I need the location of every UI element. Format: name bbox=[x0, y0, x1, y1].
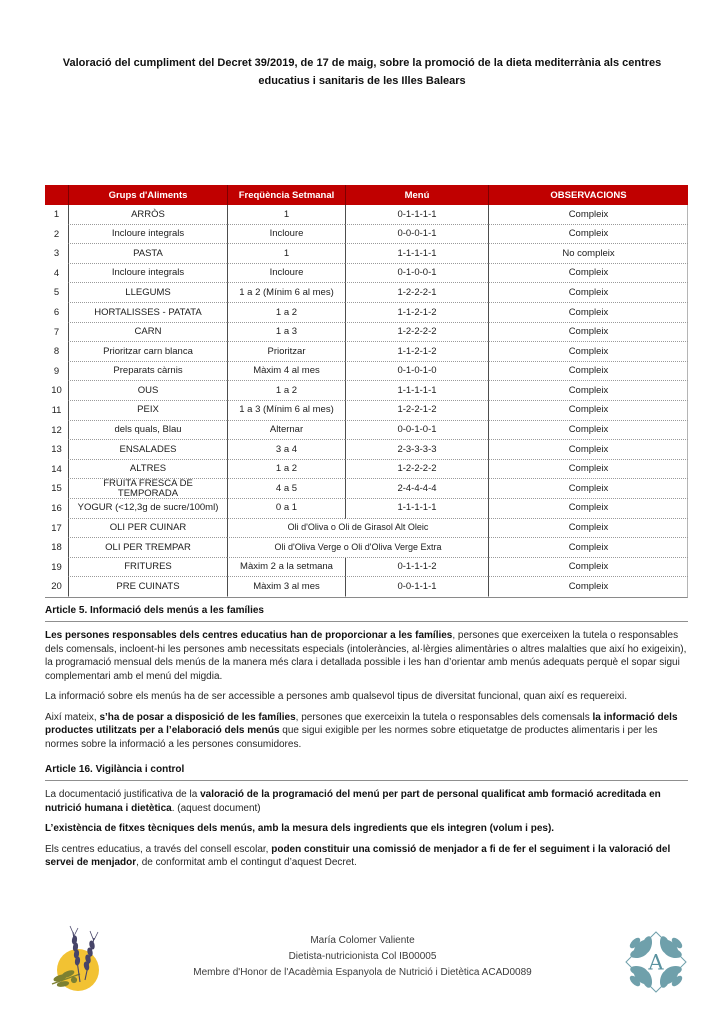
cell-observations: Compleix bbox=[488, 323, 688, 343]
header-cell-groups: Grups d'Aliments bbox=[68, 185, 227, 205]
cell-menu: 0-1-1-1-1 bbox=[345, 205, 488, 225]
cell-frequency: 1 a 3 (Mínim 6 al mes) bbox=[227, 401, 345, 421]
cell-observations: Compleix bbox=[488, 577, 688, 597]
cell-row-number: 1 bbox=[53, 209, 60, 221]
cell-menu: 1-2-2-2-2 bbox=[345, 323, 488, 343]
paragraph-run: Així mateix, bbox=[45, 711, 100, 723]
cell-row-number: 17 bbox=[51, 522, 62, 534]
table-row bbox=[45, 538, 687, 558]
paragraph-run: La documentació justificativa de la bbox=[45, 789, 201, 800]
paragraph-run: La informació sobre els menús ha de ser accessible a persones amb qualsevol tipus de diversitat funcional, quan així es requereixi. bbox=[45, 691, 627, 702]
cell-row-number: 8 bbox=[53, 346, 60, 358]
footer-credential: Dietista-nutricionista Col IB00005 bbox=[288, 951, 437, 962]
cell-observations: Compleix bbox=[488, 460, 688, 480]
table-row bbox=[45, 323, 687, 343]
cell-observations: Compleix bbox=[488, 401, 688, 421]
table-row bbox=[45, 421, 687, 441]
paragraph-run: Els centres educatius, a través del consell escolar, bbox=[45, 843, 272, 855]
cell-observations: Compleix bbox=[488, 342, 688, 362]
article-paragraph bbox=[45, 843, 688, 870]
cell-frequency: 0 a 1 bbox=[227, 499, 345, 519]
cell-food-group: OLI PER CUINAR bbox=[68, 519, 227, 539]
table-row bbox=[45, 499, 687, 519]
cell-observations: Compleix bbox=[488, 479, 688, 499]
cell-frequency: Prioritzar bbox=[227, 342, 345, 362]
cell-menu: 0-1-1-1-2 bbox=[345, 558, 488, 578]
article-paragraph bbox=[45, 822, 688, 836]
cell-observations: Compleix bbox=[488, 362, 688, 382]
cell-food-group: FRUITA FRESCA DE TEMPORADA bbox=[68, 479, 227, 499]
header-cell-number bbox=[45, 185, 68, 205]
cell-row-number: 4 bbox=[53, 267, 60, 279]
cell-row-number: 6 bbox=[53, 307, 60, 319]
cell-row-number: 15 bbox=[51, 483, 62, 495]
cell-food-group: Incloure integrals bbox=[68, 264, 227, 284]
table-row bbox=[45, 205, 687, 225]
footer-membership: Membre d'Honor de l'Acadèmia Espanyola de Nutrició i Dietètica ACAD0089 bbox=[193, 967, 532, 978]
cell-observations: Compleix bbox=[488, 264, 688, 284]
cell-menu: 0-1-0-1-0 bbox=[345, 362, 488, 382]
cell-menu: 0-0-1-0-1 bbox=[345, 421, 488, 441]
cell-menu: 1-1-1-1-1 bbox=[345, 381, 488, 401]
cell-menu: 1-2-2-2-1 bbox=[345, 283, 488, 303]
cell-menu: 0-1-0-0-1 bbox=[345, 264, 488, 284]
table-row bbox=[45, 519, 687, 539]
cell-observations: Compleix bbox=[488, 519, 688, 539]
cell-food-group: CARN bbox=[68, 323, 227, 343]
article-paragraph bbox=[45, 690, 688, 704]
cell-frequency-menu-merged: Oli d'Oliva o Oli de Girasol Alt Oleic bbox=[227, 519, 488, 539]
article-paragraph bbox=[45, 629, 688, 683]
cell-food-group: FRITURES bbox=[68, 558, 227, 578]
table-row bbox=[45, 577, 687, 597]
table-row bbox=[45, 558, 687, 578]
cell-frequency-menu-merged: Oli d'Oliva Verge o Oli d'Oliva Verge Extra bbox=[227, 538, 488, 558]
cell-menu: 1-1-2-1-2 bbox=[345, 342, 488, 362]
cell-observations: Compleix bbox=[488, 283, 688, 303]
table-header-row bbox=[45, 185, 688, 205]
cell-row-number: 2 bbox=[53, 228, 60, 240]
paragraph-run: , de conformitat amb el contingut d’aquest Decret. bbox=[136, 857, 357, 868]
cell-food-group: Prioritzar carn blanca bbox=[68, 342, 227, 362]
cell-food-group: OLI PER TREMPAR bbox=[68, 538, 227, 558]
article-paragraph bbox=[45, 711, 688, 752]
cell-row-number: 7 bbox=[53, 326, 60, 338]
cell-food-group: PEIX bbox=[68, 401, 227, 421]
cell-row-number: 18 bbox=[51, 542, 62, 554]
cell-frequency: Màxim 2 a la setmana bbox=[227, 558, 345, 578]
articles bbox=[45, 599, 688, 877]
cell-frequency: Incloure bbox=[227, 264, 345, 284]
cell-food-group: YOGUR (<12,3g de sucre/100ml) bbox=[68, 499, 227, 519]
table-row bbox=[45, 303, 687, 323]
article-heading: Article 5. Informació dels menús a les famílies bbox=[45, 599, 688, 622]
cell-frequency: 1 a 3 bbox=[227, 323, 345, 343]
academia-leaves-logo-icon bbox=[610, 916, 702, 1014]
cell-observations: Compleix bbox=[488, 538, 688, 558]
cell-food-group: PASTA bbox=[68, 244, 227, 264]
cell-row-number: 16 bbox=[51, 502, 62, 514]
cell-row-number: 13 bbox=[51, 444, 62, 456]
header-cell-menu: Menú bbox=[345, 185, 488, 205]
table-row bbox=[45, 479, 687, 499]
paragraph-run-bold: poden constituir una comissió de menjador a fi de fer el seguiment i la valoració del servei de menjador bbox=[45, 843, 671, 868]
cell-menu: 1-1-1-1-1 bbox=[345, 499, 488, 519]
cell-menu: 2-4-4-4-4 bbox=[345, 479, 488, 499]
academia-logo-letter: A bbox=[648, 950, 664, 975]
cell-menu: 1-2-2-1-2 bbox=[345, 401, 488, 421]
cell-frequency: 1 a 2 bbox=[227, 460, 345, 480]
cell-menu: 0-0-1-1-1 bbox=[345, 577, 488, 597]
cell-row-number: 19 bbox=[51, 561, 62, 573]
article-heading: Article 16. Vigilància i control bbox=[45, 758, 688, 781]
paragraph-run: , persones que exerceixen la tutela o responsables dels comensals, incloent-hi les persones amb necessitats especials (intoleràncies, al·lèrgies alimentàries o altres malalties que així ho exigeixin), la programació mensual dels menús de la manera més clara i detallada possible i les han d’orientar amb menús adequats perquè el sopar sigui complementari amb el menú del migdia. bbox=[45, 630, 687, 682]
table-row bbox=[45, 283, 687, 303]
paragraph-run-bold: L’existència de fitxes tècniques dels menús, amb la mesura dels ingredients que els integren (volum i pes). bbox=[45, 823, 555, 834]
cell-observations: No compleix bbox=[488, 244, 688, 264]
cell-menu: 1-2-2-2-2 bbox=[345, 460, 488, 480]
cell-observations: Compleix bbox=[488, 558, 688, 578]
cell-observations: Compleix bbox=[488, 303, 688, 323]
cell-frequency: 1 a 2 bbox=[227, 303, 345, 323]
cell-frequency: 1 a 2 (Mínim 6 al mes) bbox=[227, 283, 345, 303]
cell-row-number: 12 bbox=[51, 424, 62, 436]
table-body bbox=[45, 205, 688, 598]
article-paragraph bbox=[45, 788, 688, 815]
paragraph-run-bold: Les persones responsables dels centres educatius han de proporcionar a les famílies bbox=[45, 630, 453, 641]
cell-food-group: Preparats càrnis bbox=[68, 362, 227, 382]
wheat-olive-logo-icon bbox=[36, 922, 124, 1010]
cell-row-number: 11 bbox=[51, 404, 62, 416]
cell-food-group: LLEGUMS bbox=[68, 283, 227, 303]
cell-observations: Compleix bbox=[488, 440, 688, 460]
paragraph-run-bold: valoració de la programació del menú per part de personal qualificat amb formació acreditada en nutrició humana i dietètica bbox=[45, 789, 661, 814]
cell-row-number: 14 bbox=[51, 463, 62, 475]
cell-row-number: 10 bbox=[51, 385, 62, 397]
paragraph-run: que sigui exigible per les normes sobre etiquetatge de productes alimentaris i per les normes sobre la informació a les persones consumidores. bbox=[45, 725, 658, 750]
cell-frequency: 1 bbox=[227, 205, 345, 225]
cell-frequency: 1 bbox=[227, 244, 345, 264]
table-row bbox=[45, 264, 687, 284]
cell-observations: Compleix bbox=[488, 381, 688, 401]
cell-observations: Compleix bbox=[488, 205, 688, 225]
cell-frequency: 3 a 4 bbox=[227, 440, 345, 460]
cell-frequency: Màxim 4 al mes bbox=[227, 362, 345, 382]
cell-frequency: 4 a 5 bbox=[227, 479, 345, 499]
cell-row-number: 9 bbox=[53, 365, 60, 377]
paragraph-run: . (aquest document) bbox=[171, 802, 261, 814]
cell-menu: 2-3-3-3-3 bbox=[345, 440, 488, 460]
cell-food-group: Incloure integrals bbox=[68, 225, 227, 245]
cell-frequency: Alternar bbox=[227, 421, 345, 441]
cell-food-group: ENSALADES bbox=[68, 440, 227, 460]
cell-food-group: HORTALISSES - PATATA bbox=[68, 303, 227, 323]
food-groups-table bbox=[45, 185, 688, 598]
cell-frequency: 1 a 2 bbox=[227, 381, 345, 401]
cell-food-group: PRE CUINATS bbox=[68, 577, 227, 597]
cell-observations: Compleix bbox=[488, 421, 688, 441]
table-row bbox=[45, 362, 687, 382]
cell-menu: 1-1-2-1-2 bbox=[345, 303, 488, 323]
table-row bbox=[45, 440, 687, 460]
cell-row-number: 3 bbox=[53, 248, 60, 260]
footer-signature bbox=[193, 933, 531, 981]
cell-food-group: OUS bbox=[68, 381, 227, 401]
header-cell-frequency: Freqüència Setmanal bbox=[227, 185, 345, 205]
cell-food-group: dels quals, Blau bbox=[68, 421, 227, 441]
paragraph-run-bold: s’ha de posar a disposició de les famílies bbox=[99, 711, 296, 723]
cell-observations: Compleix bbox=[488, 225, 688, 245]
table-row bbox=[45, 460, 687, 480]
table-row bbox=[45, 244, 687, 264]
cell-row-number: 20 bbox=[51, 580, 62, 592]
paragraph-run: , persones que exerceixin la tutela o responsables dels comensals bbox=[295, 711, 593, 723]
footer-name: María Colomer Valiente bbox=[310, 935, 415, 946]
table-row bbox=[45, 342, 687, 362]
page-title: Valoració del cumpliment del Decret 39/2019, de 17 de maig, sobre la promoció de la dieta mediterrània als centres educatius i sanitaris de les Illes Balears bbox=[62, 57, 662, 87]
cell-food-group: ARRÒS bbox=[68, 205, 227, 225]
header-cell-observations: OBSERVACIONS bbox=[488, 185, 688, 205]
paragraph-run-bold: la informació dels productes utilitzats per a l’elaboració dels menús bbox=[45, 711, 678, 736]
table-row bbox=[45, 401, 687, 421]
cell-row-number: 5 bbox=[53, 287, 60, 299]
cell-menu: 1-1-1-1-1 bbox=[345, 244, 488, 264]
cell-frequency: Incloure bbox=[227, 225, 345, 245]
cell-food-group: ALTRES bbox=[68, 460, 227, 480]
cell-observations: Compleix bbox=[488, 499, 688, 519]
table-row bbox=[45, 225, 687, 245]
table-row bbox=[45, 381, 687, 401]
cell-frequency: Màxim 3 al mes bbox=[227, 577, 345, 597]
cell-menu: 0-0-0-1-1 bbox=[345, 225, 488, 245]
